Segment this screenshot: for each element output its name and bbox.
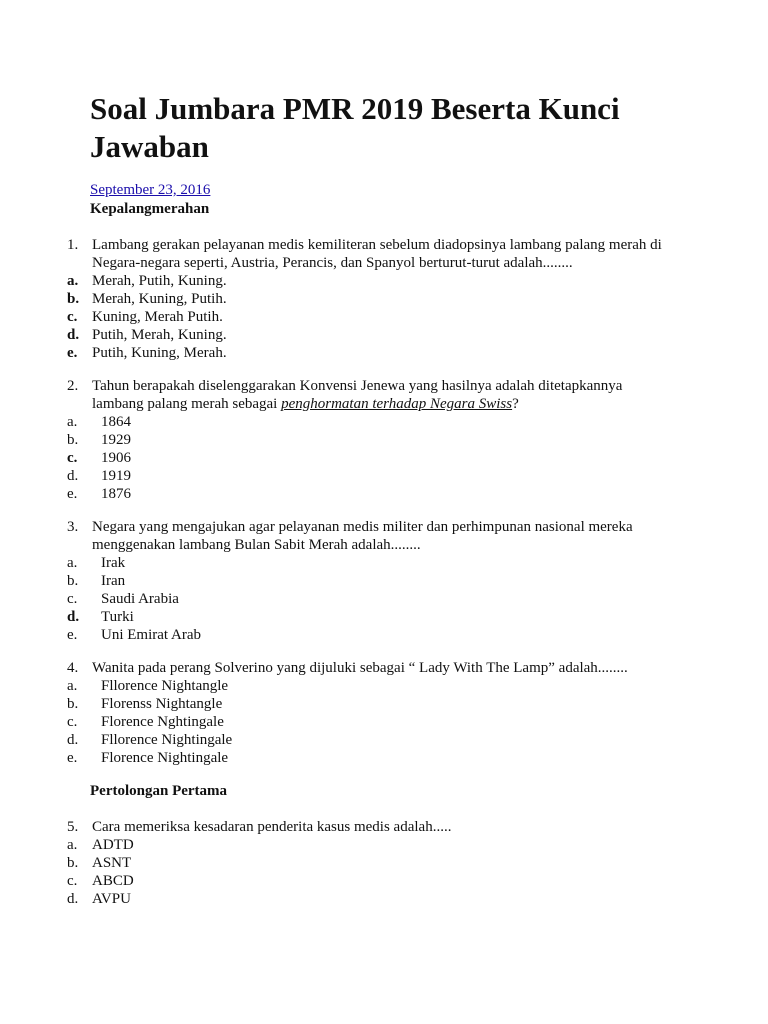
question-text-part: lambang palang merah sebagai	[92, 396, 282, 412]
option-label: b.	[67, 855, 79, 871]
question-number: 4.	[67, 660, 79, 676]
author-category: Kepalangmerahan	[90, 201, 210, 217]
option-label: e.	[67, 345, 78, 361]
option-label: b.	[67, 291, 80, 307]
answer-option	[67, 608, 707, 626]
option-text: Iran	[101, 573, 126, 589]
option-label: d.	[67, 609, 80, 625]
option-label: e.	[67, 627, 78, 643]
emphasized-phrase: penghormatan terhadap Negara Swiss	[281, 396, 513, 412]
option-text: AVPU	[92, 891, 131, 907]
answer-option	[67, 836, 707, 854]
option-label: d.	[67, 468, 79, 484]
question-text: Lambang gerakan pelayanan medis kemiliteran sebelum diadopsinya lambang palang merah di	[92, 237, 662, 253]
option-text: 1919	[101, 468, 131, 484]
question-number: 1.	[67, 237, 79, 253]
option-text: Saudi Arabia	[101, 591, 179, 607]
option-text: Merah, Putih, Kuning.	[92, 273, 227, 289]
question	[67, 818, 707, 908]
answer-option	[67, 344, 707, 362]
option-text: 1929	[101, 432, 131, 448]
option-label: a.	[67, 414, 78, 430]
option-label: c.	[67, 591, 78, 607]
question-text-cont	[67, 395, 707, 413]
option-text: Uni Emirat Arab	[101, 627, 201, 643]
question	[67, 659, 707, 767]
option-text: Florence Nightingale	[101, 750, 229, 766]
question	[67, 236, 707, 362]
option-text: 1876	[101, 486, 131, 502]
answer-option	[67, 854, 707, 872]
question-text: Wanita pada perang Solverino yang dijuluki sebagai “ Lady With The Lamp” adalah........	[92, 660, 628, 676]
option-label: a.	[67, 837, 78, 853]
option-label: a.	[67, 273, 79, 289]
question-list	[67, 236, 707, 923]
answer-option	[67, 713, 707, 731]
answer-option	[67, 485, 707, 503]
question	[67, 518, 707, 644]
question-text-cont	[67, 254, 707, 272]
answer-option	[67, 749, 707, 767]
option-label: d.	[67, 327, 80, 343]
option-label: b.	[67, 696, 79, 712]
option-label: b.	[67, 573, 79, 589]
question-number: 5.	[67, 819, 79, 835]
option-text: Kuning, Merah Putih.	[92, 309, 223, 325]
answer-option	[67, 890, 707, 908]
answer-option	[67, 590, 707, 608]
answer-option	[67, 431, 707, 449]
option-text: Merah, Kuning, Putih.	[92, 291, 227, 307]
option-text: Florence Nghtingale	[101, 714, 224, 730]
option-label: c.	[67, 450, 78, 466]
option-text: ADTD	[92, 837, 134, 853]
option-label: c.	[67, 873, 78, 889]
answer-option	[67, 272, 707, 290]
answer-option	[67, 308, 707, 326]
question-text: Cara memeriksa kesadaran penderita kasus medis adalah.....	[92, 819, 452, 835]
answer-option	[67, 326, 707, 344]
option-label: d.	[67, 732, 79, 748]
answer-option	[67, 413, 707, 431]
option-label: b.	[67, 432, 79, 448]
option-text: ASNT	[92, 855, 132, 871]
option-text: ABCD	[92, 873, 134, 889]
option-label: d.	[67, 891, 79, 907]
question-text: Negara yang mengajukan agar pelayanan medis militer dan perhimpunan nasional mereka	[92, 519, 633, 535]
option-label: c.	[67, 309, 78, 325]
question-text: Tahun berapakah diselenggarakan Konvensi Jenewa yang hasilnya adalah ditetapkannya	[92, 378, 623, 394]
answer-option	[67, 626, 707, 644]
question-text-part: ?	[512, 396, 519, 412]
option-text: Turki	[101, 609, 134, 625]
option-text: Florenss Nightangle	[101, 696, 223, 712]
option-text: Fllorence Nightangle	[101, 678, 229, 694]
option-text: Putih, Kuning, Merah.	[92, 345, 227, 361]
question-text-cont	[67, 536, 707, 554]
option-text: 1864	[101, 414, 131, 430]
answer-option	[67, 872, 707, 890]
question-text-part: menggenakan lambang Bulan Sabit Merah adalah........	[92, 537, 421, 553]
date-link[interactable]: September 23, 2016	[90, 182, 211, 198]
answer-option	[67, 449, 707, 467]
question-number: 2.	[67, 378, 79, 394]
answer-option	[67, 677, 707, 695]
question-number: 3.	[67, 519, 79, 535]
option-label: e.	[67, 486, 78, 502]
option-text: Fllorence Nightingale	[101, 732, 233, 748]
question	[67, 377, 707, 503]
answer-option	[67, 572, 707, 590]
option-text: Irak	[101, 555, 126, 571]
option-label: c.	[67, 714, 78, 730]
option-label: a.	[67, 555, 78, 571]
page-title: Soal Jumbara PMR 2019 Beserta Kunci Jawaban	[90, 91, 620, 164]
question-text-part: Negara-negara seperti, Austria, Perancis, dan Spanyol berturut-turut adalah........	[92, 255, 573, 271]
answer-option	[67, 695, 707, 713]
option-text: Putih, Merah, Kuning.	[92, 327, 227, 343]
answer-option	[67, 554, 707, 572]
option-label: a.	[67, 678, 78, 694]
answer-option	[67, 731, 707, 749]
answer-option	[67, 290, 707, 308]
option-text: 1906	[101, 450, 131, 466]
section-heading: Pertolongan Pertama	[90, 783, 228, 799]
option-label: e.	[67, 750, 78, 766]
answer-option	[67, 467, 707, 485]
